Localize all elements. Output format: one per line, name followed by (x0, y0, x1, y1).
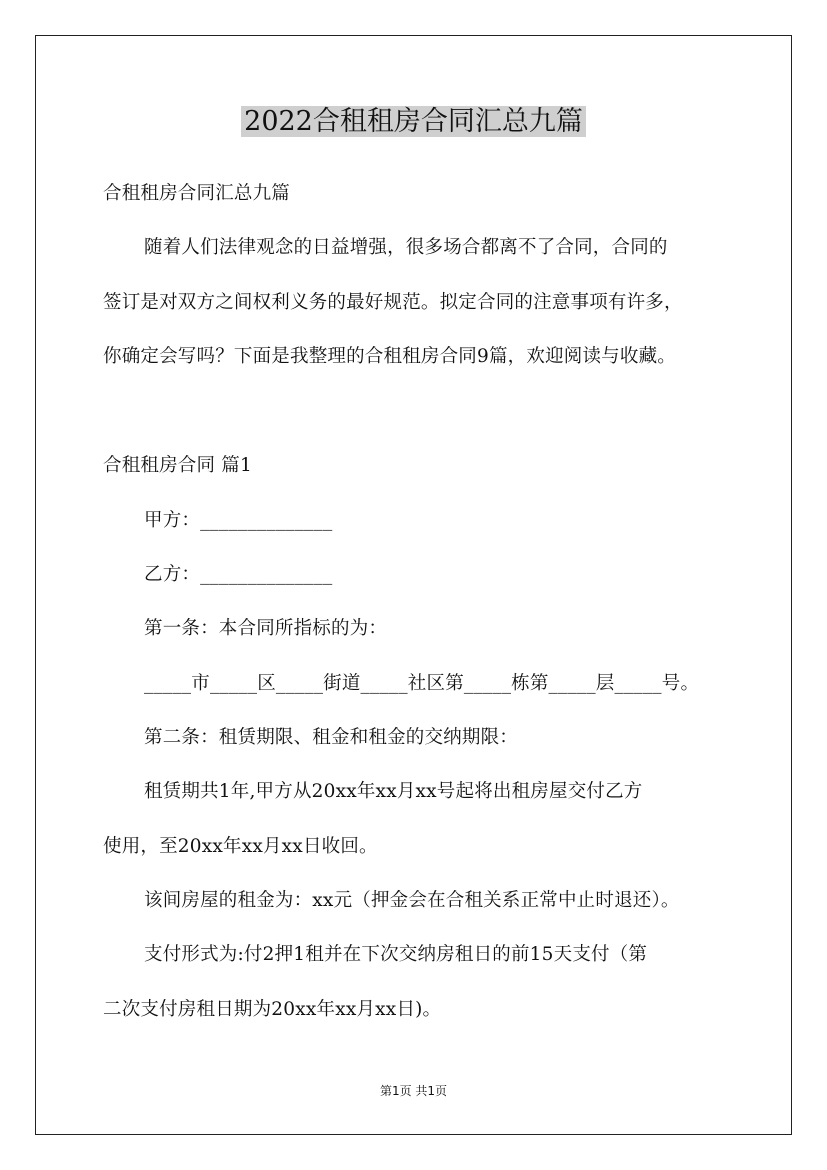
section-heading: 合租租房合同 篇1 (103, 455, 252, 476)
party-a-line: 甲方：______________ (144, 510, 333, 531)
payment-line-2: 二次支付房租日期为20xx年xx月xx日)。 (103, 999, 442, 1020)
lease-term-line-2: 使用，至20xx年xx月xx日收回。 (103, 836, 378, 857)
document-title-text: 2022合租租房合同汇总九篇 (241, 106, 586, 137)
intro-line-3: 你确定会写吗？下面是我整理的合租租房合同9篇，欢迎阅读与收藏。 (103, 346, 676, 367)
payment-line-1: 支付形式为:付2押1租并在下次交纳房租日的前15天支付（第 (144, 944, 648, 965)
document-title (0, 102, 827, 142)
intro-line-2: 签订是对双方之间权利义务的最好规范。拟定合同的注意事项有许多， (103, 292, 683, 313)
subtitle: 合租租房合同汇总九篇 (103, 183, 291, 204)
address-line: _____市_____区_____街道_____社区第_____栋第_____层_____号。 (144, 673, 700, 694)
article-2-line: 第二条：租赁期限、租金和租金的交纳期限： (144, 727, 519, 748)
article-1-line: 第一条：本合同所指标的为： (144, 618, 388, 639)
page-footer: 第1页 共1页 (379, 1084, 448, 1098)
intro-line-1: 随着人们法律观念的日益增强，很多场合都离不了合同，合同的 (144, 237, 668, 258)
rent-line: 该间房屋的租金为：xx元（押金会在合租关系正常中止时退还）。 (144, 890, 680, 911)
lease-term-line-1: 租赁期共1年,甲方从20xx年xx月xx号起将出租房屋交付乙方 (144, 781, 643, 802)
party-b-line: 乙方：______________ (144, 564, 333, 585)
